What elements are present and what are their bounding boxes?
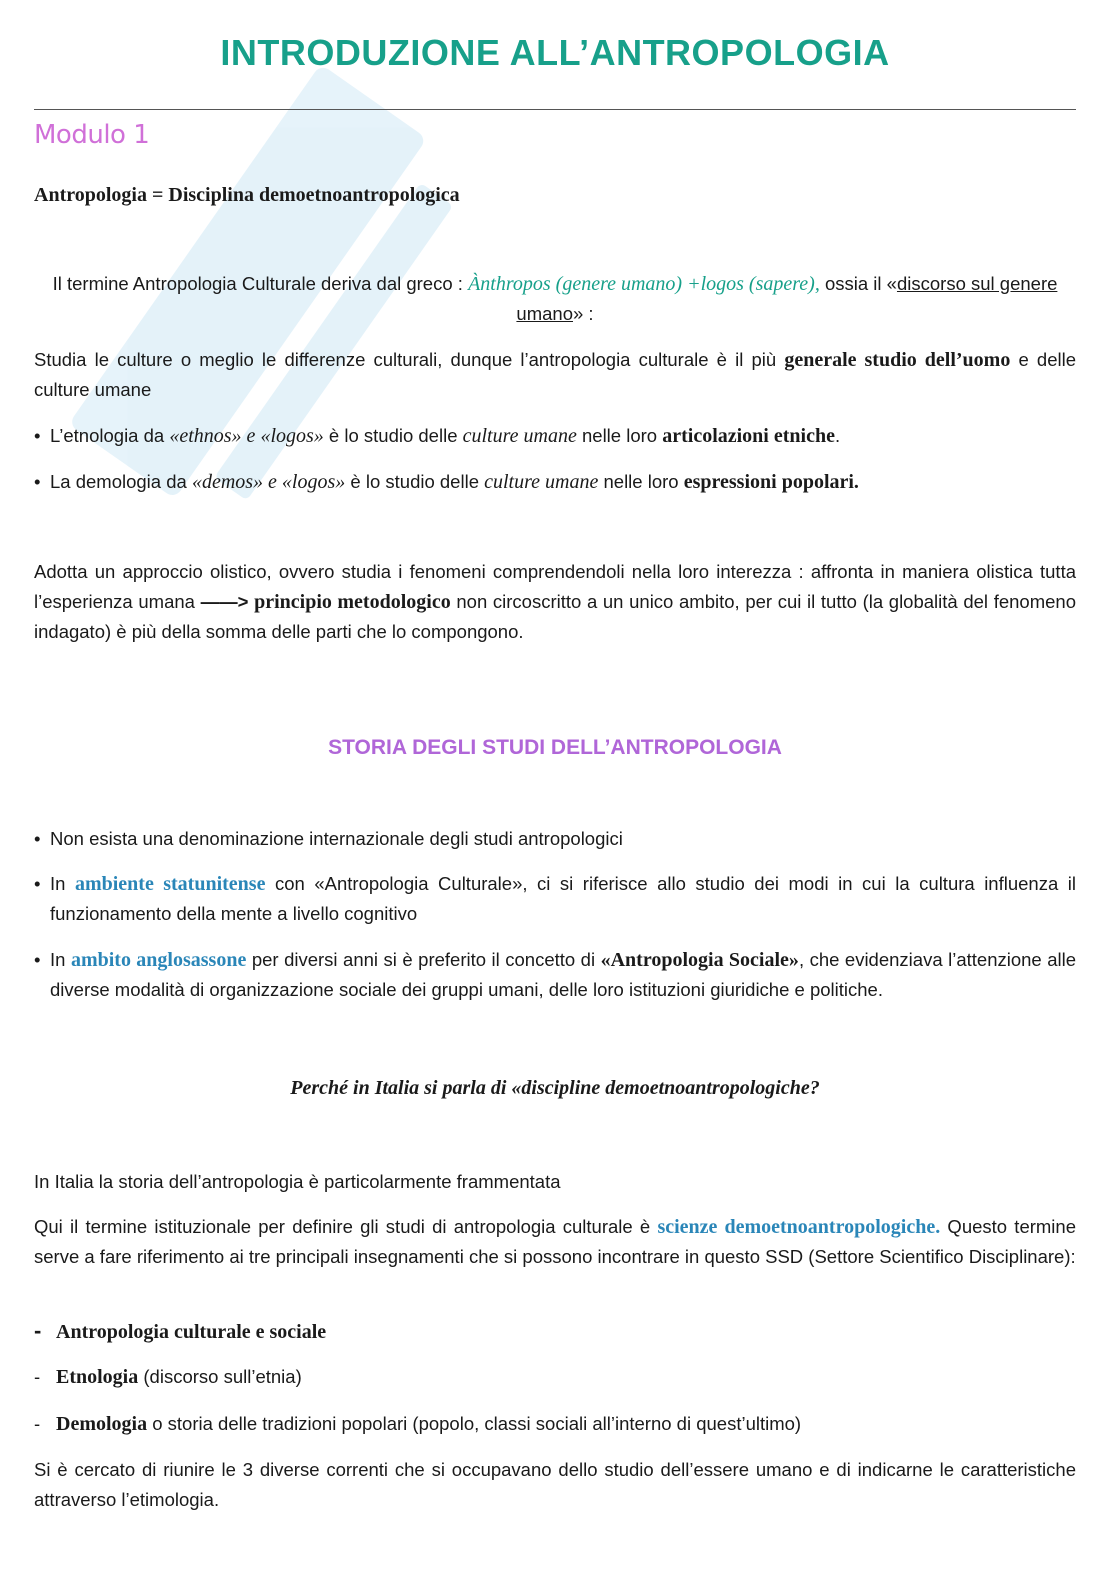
dash-item-demologia	[34, 1409, 1076, 1439]
study-pre: Studia le culture o meglio le differenze culturali, dunque l’antropologia culturale è il più	[34, 349, 785, 370]
branch-mid2: nelle loro	[598, 471, 684, 492]
branch-roots: «ethnos» e «logos»	[169, 425, 324, 447]
dash-bold: Demologia	[56, 1413, 148, 1435]
branch-bold: articolazioni etniche	[662, 425, 835, 447]
term-post: Questo termine serve a fare riferimento ai tre principali insegnamenti che si possono incontrare in questo SSD (Settore Scientifico Disciplinare):	[34, 1216, 1076, 1267]
history-pre: In	[50, 949, 71, 970]
italy-question: Perché in Italia si parla di «discipline demoetnoantropologiche?	[290, 1077, 820, 1099]
italy-term-paragraph	[34, 1212, 1076, 1272]
history-post: con «Antropologia Culturale», ci si riferisce allo studio dei modi in cui la cultura influenza il funzionamento della mente a livello cognitivo	[50, 873, 1077, 924]
page-title: INTRODUZIONE ALL’ANTROPOLOGIA	[220, 32, 890, 73]
study-paragraph	[34, 345, 1076, 405]
study-post: e delle culture umane	[34, 349, 1077, 400]
dash-marker: -	[34, 1366, 41, 1387]
history-bold: «Antropologia Sociale»	[600, 949, 799, 971]
holistic-post: non circoscritto a un unico ambito, per cui il tutto (la globalità del fenomeno indagato) è più della somma delle parti che lo compongono.	[34, 591, 1076, 642]
dash-bold: Etnologia	[56, 1366, 139, 1388]
holistic-bold: principio metodologico	[254, 591, 451, 613]
title-divider	[34, 109, 1076, 110]
branch-mid2: nelle loro	[576, 425, 663, 446]
history-highlight: ambiente statunitense	[74, 873, 266, 895]
branch-roots: «demos» e «logos»	[191, 471, 346, 493]
bullet-marker: •	[34, 873, 41, 894]
branch-pre: L’etnologia da	[50, 425, 170, 446]
branch-bold: espressioni popolari.	[683, 471, 859, 493]
italy-conclusion: Si è cercato di riunire le 3 diverse correnti che si occupavano dello studio dell’essere umano e di indicarne le caratteristiche attraverso l’etimologia.	[34, 1459, 1076, 1510]
bullet-marker: •	[34, 425, 41, 446]
module-heading: Modulo 1	[34, 120, 150, 150]
holistic-pre: Adotta un approccio olistico, ovvero studia i fenomeni comprendendoli nella loro interezza : affronta in maniera olistica tutta l’esperienza umana	[34, 561, 1076, 612]
history-mid: per diversi anni si è preferito il concetto di	[246, 949, 601, 970]
bullet-marker: •	[34, 949, 41, 970]
dash-rest: (discorso sull’etnia)	[138, 1366, 302, 1387]
bullet-marker: •	[34, 471, 41, 492]
etymology-mid: ossia il «	[819, 273, 897, 294]
history-post: , che evidenziava l’attenzione alle diverse modalità di organizzazione sociale dei gruppi umani, delle loro istituzioni giuridiche e politiche.	[50, 949, 1077, 1000]
dash-bold: Antropologia culturale e sociale	[56, 1321, 327, 1343]
etymology-paragraph	[34, 269, 1076, 329]
italy-fragmented: In Italia la storia dell’antropologia è particolarmente frammentata	[34, 1171, 561, 1192]
bullet-etnologia	[34, 421, 1076, 451]
dash-marker: -	[34, 1413, 41, 1434]
bullet-demologia	[34, 467, 1076, 497]
branch-culture: culture umane	[484, 471, 599, 493]
history-bullet-3	[34, 945, 1076, 1005]
dash-marker: -	[34, 1318, 42, 1343]
branch-mid: è lo studio delle	[345, 471, 485, 492]
history-text: Non esista una denominazione internazionale degli studi antropologici	[50, 828, 623, 849]
dash-rest: o storia delle tradizioni popolari (popolo, classi sociali all’interno di quest’ultimo)	[147, 1413, 802, 1434]
holistic-arrow: ——>	[200, 591, 255, 612]
history-pre: In	[50, 873, 75, 894]
term-highlight: scienze demoetnoantropologiche.	[657, 1216, 941, 1238]
branch-pre: La demologia da	[50, 471, 192, 492]
history-bullet-2	[34, 869, 1076, 929]
bullet-marker: •	[34, 828, 41, 849]
term-pre: Qui il termine istituzionale per definire gli studi di antropologia culturale è	[34, 1216, 658, 1237]
history-bullet-1	[34, 824, 1076, 854]
holistic-paragraph	[34, 557, 1076, 647]
branch-culture: culture umane	[462, 425, 577, 447]
definition-line: Antropologia = Disciplina demoetnoantropologica	[34, 184, 460, 206]
etymology-greek: Ànthropos (genere umano) +logos (sapere),	[468, 273, 820, 295]
etymology-post: » :	[573, 303, 594, 324]
study-bold: generale studio dell’uomo	[784, 349, 1011, 371]
etymology-pre: Il termine Antropologia Culturale deriva dal greco :	[52, 273, 469, 294]
branch-mid: è lo studio delle	[323, 425, 463, 446]
section-title: STORIA DEGLI STUDI DELL’ANTROPOLOGIA	[328, 736, 782, 759]
branch-post: .	[834, 425, 841, 446]
history-highlight: ambito anglosassone	[70, 949, 247, 971]
etymology-underlined: discorso sul genere umano	[516, 273, 1058, 324]
dash-item-antropologia	[34, 1316, 1076, 1347]
dash-item-etnologia	[34, 1362, 1076, 1392]
